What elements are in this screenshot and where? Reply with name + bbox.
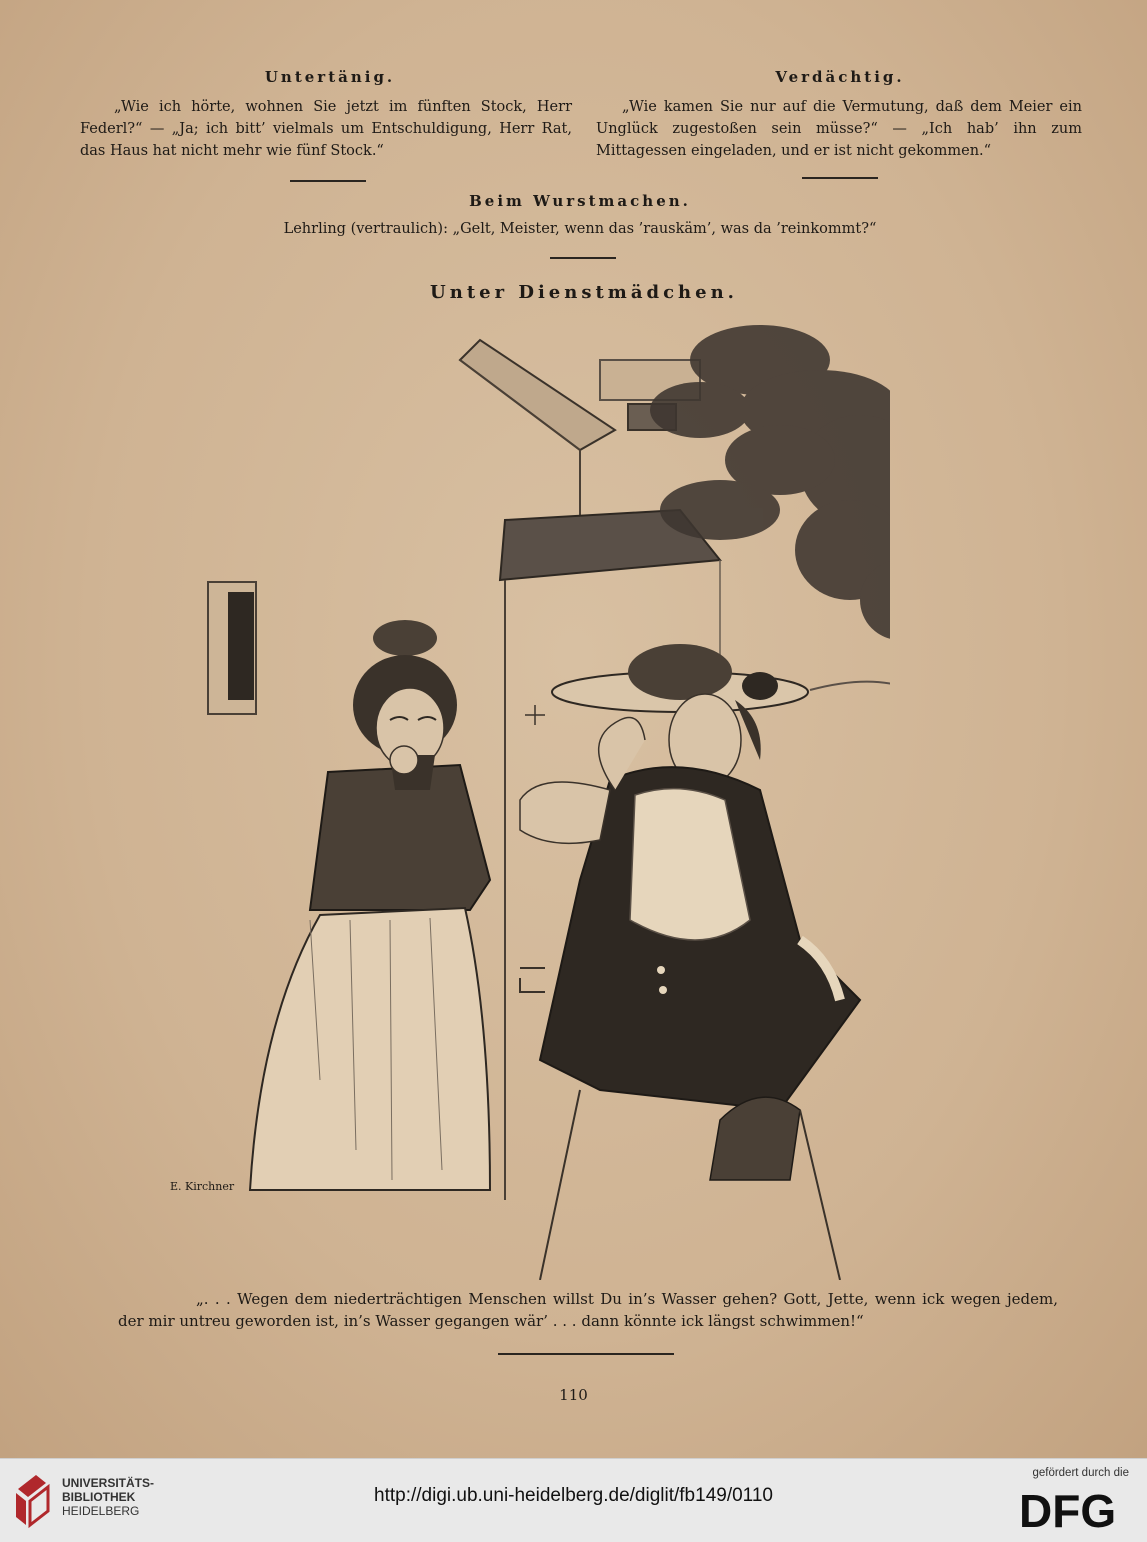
- divider-right: [802, 177, 878, 179]
- page-number: 110: [559, 1386, 588, 1404]
- cartoon-caption: „. . . Wegen dem niederträchtigen Menschen willst Du in’s Wasser gehen? Gott, Jette, wenn ick wegen jedem, der mir untreu geworden ist, in’s Wasser gegangen wär’ . . . dann könnte ick längst schwimmen!“: [118, 1290, 1058, 1330]
- middle-heading: Beim Wurstmachen.: [469, 192, 691, 210]
- right-paragraph: „Wie kamen Sie nur auf die Vermutung, daß dem Meier ein Unglück zugestoßen sein müsse?“ — „Ich hab’ ihn zum Mittagessen eingeladen, und er ist nicht gekommen.“: [596, 99, 1082, 159]
- cartoon-illustration: [160, 320, 890, 1280]
- artist-signature: E. Kirchner: [170, 1180, 235, 1193]
- left-heading: Untertänig.: [264, 68, 396, 86]
- divider-left: [290, 180, 366, 182]
- divider-bottom: [498, 1353, 674, 1355]
- middle-paragraph: Lehrling (vertraulich): „Gelt, Meister, wenn das ’rauskäm’, was da ’reinkommt?“: [283, 221, 877, 237]
- library-name-line3: HEIDELBERG: [62, 1504, 140, 1518]
- left-paragraph: „Wie ich hörte, wohnen Sie jetzt im fünften Stock, Herr Federl?“ — „Ja; ich bitt’ vielmals um Entschuldigung, Herr Rat, das Haus hat nicht mehr wie fünf Stock.“: [80, 99, 572, 159]
- permalink-url[interactable]: http://digi.ub.uni-heidelberg.de/diglit/fb149/0110: [374, 1485, 773, 1506]
- dfg-logo-text: DFG: [1019, 1485, 1117, 1533]
- lady-figure: [520, 644, 860, 1280]
- background-building: [460, 340, 700, 520]
- funding-label: gefördert durch die: [1032, 1467, 1129, 1479]
- library-name-line1: UNIVERSITÄTS-: [62, 1476, 155, 1490]
- library-name-line2: BIBLIOTHEK: [62, 1490, 136, 1504]
- dfg-logo[interactable]: [1019, 1485, 1131, 1533]
- divider-middle: [550, 257, 616, 259]
- maid-figure: [250, 620, 490, 1190]
- cartoon-title: Unter Dienstmädchen.: [430, 282, 738, 303]
- footer-bar: [0, 1458, 1147, 1542]
- right-heading: Verdächtig.: [775, 68, 905, 86]
